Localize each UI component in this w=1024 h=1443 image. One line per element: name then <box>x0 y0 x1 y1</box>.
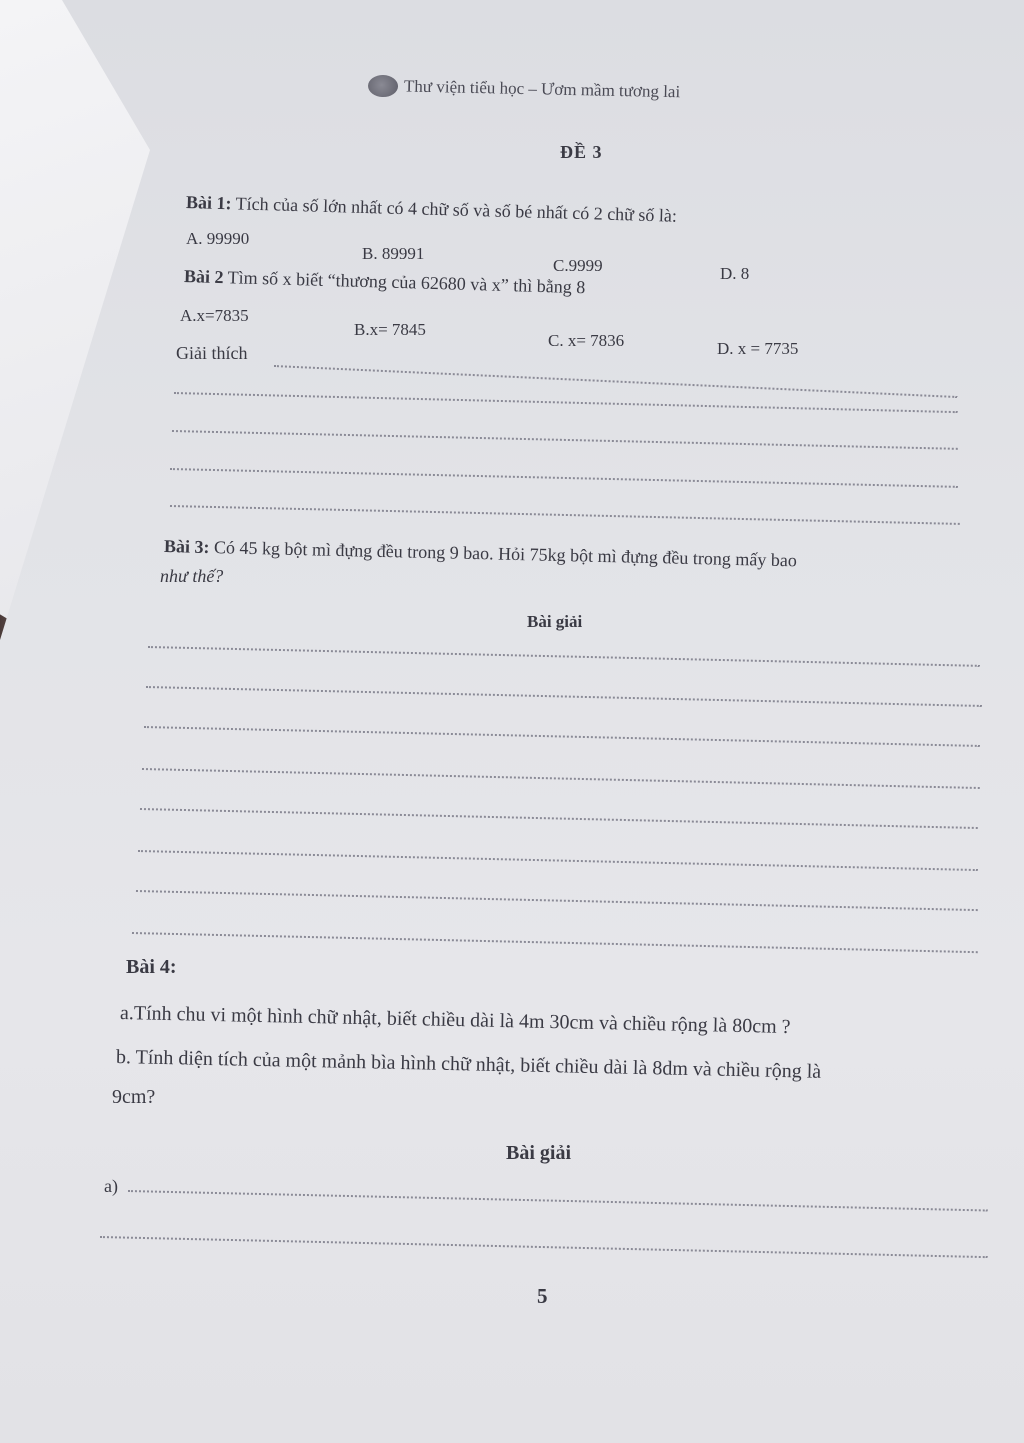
answer-line <box>170 505 960 525</box>
question-1-label: Bài 1: <box>185 192 232 214</box>
question-1-text: Tích của số lớn nhất có 4 chữ số và số bé nhất có 2 chữ số là: <box>235 193 678 226</box>
answer-line <box>142 768 980 789</box>
question-3-text-line2: như thế? <box>160 566 224 586</box>
q1-option-d: D. 8 <box>720 264 750 283</box>
q3-solution-title: Bài giải <box>527 612 583 631</box>
question-4b-line2: 9cm? <box>112 1086 156 1108</box>
question-1 <box>186 192 678 227</box>
answer-line <box>146 686 982 707</box>
answer-line <box>144 726 980 747</box>
page-number: 5 <box>537 1284 548 1308</box>
question-3 <box>164 536 797 571</box>
question-2-label: Bài 2 <box>183 266 224 288</box>
question-4a: a.Tính chu vi một hình chữ nhật, biết chiều dài là 4m 30cm và chiều rộng là 80cm ? <box>119 1002 791 1039</box>
q2-option-d: D. x = 7735 <box>717 339 799 358</box>
page-header <box>368 75 681 104</box>
answer-line <box>148 646 980 667</box>
q2-explain-label: Giải thích <box>176 343 248 363</box>
q1-option-c: C.9999 <box>553 256 603 275</box>
question-4-label: Bài 4: <box>126 956 177 978</box>
answer-line <box>140 808 978 829</box>
q2-option-c: C. x= 7836 <box>548 331 625 350</box>
q4-answer-a-label: a) <box>104 1176 118 1196</box>
answer-line <box>128 1190 988 1212</box>
q2-option-a: A.x=7835 <box>180 306 249 325</box>
question-2-text: Tìm số x biết “thương của 62680 và x” thì bằng 8 <box>227 267 586 298</box>
answer-line <box>170 468 958 488</box>
answer-line <box>172 430 958 450</box>
question-3-text: Có 45 kg bột mì đựng đều trong 9 bao. Hỏi 75kg bột mì đựng đều trong mấy bao <box>213 537 798 571</box>
answer-line <box>174 392 958 413</box>
answer-line <box>100 1236 988 1258</box>
q4-solution-title: Bài giải <box>506 1142 572 1164</box>
q1-option-a: A. 99990 <box>186 229 250 248</box>
answer-line <box>138 850 978 871</box>
q2-option-b: B.x= 7845 <box>354 320 426 339</box>
answer-line <box>136 890 978 911</box>
header-text: Thư viện tiểu học – Ươm mầm tương lai <box>403 76 681 102</box>
question-4b-line1: b. Tính diện tích của một mảnh bìa hình chữ nhật, biết chiều dài là 8dm và chiều rộng là <box>115 1046 822 1083</box>
q1-option-b: B. 89991 <box>362 244 425 263</box>
answer-line <box>274 365 957 398</box>
question-3-label: Bài 3: <box>163 536 210 558</box>
library-logo-icon <box>368 75 398 98</box>
exam-title: ĐỀ 3 <box>560 142 603 162</box>
answer-line <box>132 932 978 953</box>
question-2 <box>184 266 586 298</box>
